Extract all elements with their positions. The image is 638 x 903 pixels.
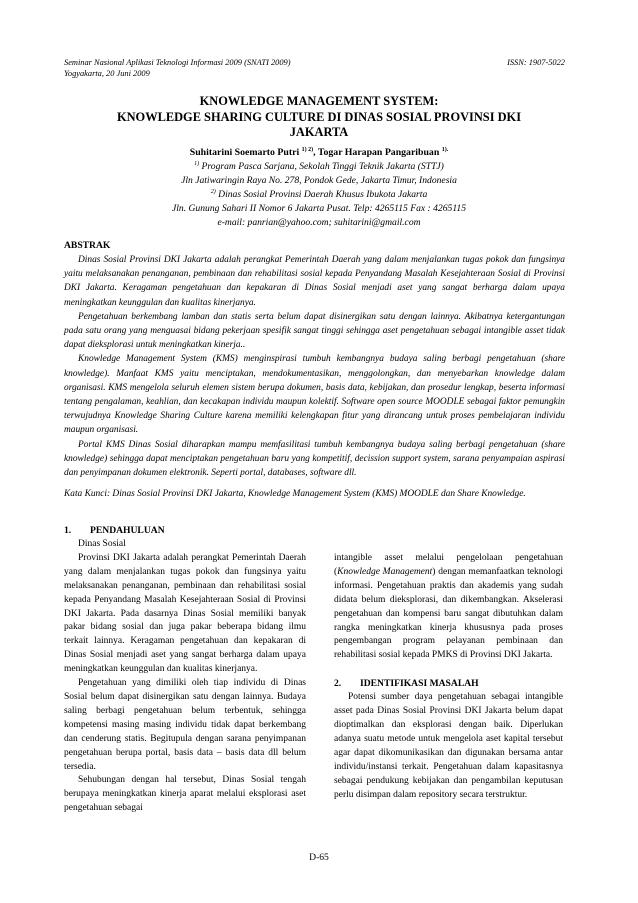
section-1-paragraph-3-continued <box>334 552 563 663</box>
section-1-subheading: Dinas Sosial <box>78 539 126 549</box>
title-line-3: JAKARTA <box>289 125 349 139</box>
author-2: Togar Harapan Pangaribuan <box>317 147 440 158</box>
section-2-heading <box>334 677 563 691</box>
abstract-heading: ABSTRAK <box>64 240 111 251</box>
abstract-paragraph-3: Knowledge Management System (KMS) menginspirasi tumbuh kembangnya budaya saling berbagi pengetahuan (share knowledge). Manfaat KMS yaitu menciptakan, mendokumentasikan, menggolongkan, dan menyebarkan knowledge dalam organisasi. KMS mengelola seluruh elemen sistem berupa dokumen, basis data, kebijakan, dan prosedur lengkap, beserta informasi tentang pengalaman, keahlian, dan kecakapan individu maupun kolektif. Software open source MOODLE sebagai faktor pemungkin terwujudnya Knowledge Sharing Culture karena memiliki kelengkapan fitur yang dirancang untuk proses pembelajaran individu maupun organisasi. <box>64 354 565 436</box>
abstract-paragraph-1: Dinas Sosial Provinsi DKI Jakarta adalah perangkat Pemerintah Daerah yang dalam menjalankan tugas pokok dan fungsinya yaitu melaksanakan penanganan, pembinaan dan rehabilitasi sosial kepada Penyandang Masalah Kesejahteraan Sosial di Provinsi DKI Jakarta. Keragaman pengetahuan dan kepakaran di Dinas Sosial menjadi aset yang sangat berharga dalam upaya meningkatkan keunggulan dan kualitas kinerjanya. <box>64 255 565 308</box>
keywords: Kata Kunci: Dinas Sosial Provinsi DKI Jakarta, Knowledge Management System (KMS) MOODLE dan Share Knowledge. <box>64 489 526 499</box>
author-1-affiliation-marks: 1) 2) <box>301 147 314 153</box>
section-2-paragraph-1: Potensi sumber daya pengetahuan sebagai intangible asset pada Dinas Sosial Provinsi DKI Jakarta belum dapat dioptimalkan dan eksplorasi dengan baik. Diperlukan adanya suatu metode untuk mengelola aset kapital tersebut agar dapat dikomunikasikan dan digunakan bersama antar individu/instansi terkait. Pengetahuan dalam kapasitasnya sebagai pendukung kebijakan dan pengambilan keputusan perlu disimpan dalam repository secara terstruktur. <box>334 692 563 800</box>
section-2-title: IDENTIFIKASI MASALAH <box>360 678 479 690</box>
affiliation-1-address: Jln Jatiwaringin Raya No. 278, Pondok Gede, Jakarta Timur, Indonesia <box>181 175 457 186</box>
section-1-title: PENDAHULUAN <box>90 525 165 536</box>
author-names <box>60 146 578 160</box>
page-number: D-65 <box>309 852 329 863</box>
author-1: Suhitarini Soemarto Putri <box>189 147 300 158</box>
issn: ISSN: 1907-5022 <box>507 58 565 67</box>
author-separator: , <box>313 147 318 158</box>
section-1-heading <box>64 524 306 538</box>
affiliation-1-name: Program Pasca Sarjana, Sekolah Tinggi Teknik Jakarta (STTJ) <box>199 161 444 172</box>
abstract <box>64 239 565 480</box>
title-line-1: KNOWLEDGE MANAGEMENT SYSTEM: <box>199 94 439 108</box>
affiliation-2-name: Dinas Sosial Provinsi Daerah Khusus Ibukota Jakarta <box>215 189 428 200</box>
section-1-number: 1. <box>64 525 72 536</box>
running-header-left <box>64 57 291 79</box>
section-1-paragraph-1: Provinsi DKI Jakarta adalah perangkat Pemerintah Daerah yang dalam menjalankan tugas pokok dan fungsinya yaitu melaksanakan penanganan, pembinaan dan rehabilitasi sosial kepada Penyandang Masalah Kesejahteraan Sosial di Provinsi DKI Jakarta. Pada dasarnya Dinas Sosial memiliki banyak pakar bidang sosial dan juga pakar beberapa bidang ilmu terkait lainnya. Keragaman pengetahuan dan kepakaran di Dinas Sosial menjadi aset yang sangat berharga dalam upaya meningkatkan keunggulan dan kualitas kinerjanya. <box>64 552 306 675</box>
conference-name: Seminar Nasional Aplikasi Teknologi Informasi 2009 (SNATI 2009) <box>64 58 291 67</box>
column-right <box>334 552 563 803</box>
abstract-paragraph-4: Portal KMS Dinas Sosial diharapkan mampu memfasilitasi tumbuh kembangnya budaya saling berbagi pengetahuan (share knowledge) sehingga dapat menciptakan pengetahuan baru yang kompetitif, decission support system, sarana penyampaian aspirasi dan penyimpanan dokumen elektronik. Seperti portal, databases, software dll. <box>64 439 565 479</box>
author-2-affiliation-marks: 1). <box>441 147 449 153</box>
author-email: e-mail: panrian@yahoo.com; suhitarini@gmail.com <box>217 217 421 228</box>
section-2-number: 2. <box>334 678 342 690</box>
affiliation-1-mark: 1) <box>194 161 200 167</box>
affiliation-1 <box>60 160 578 174</box>
section-gap <box>334 663 563 677</box>
section-1-paragraph-3: Sehubungan dengan hal tersebut, Dinas Sosial tengah berupaya meningkatkan kinerja aparat melalui eksplorasi aset pengetahuan sebagai <box>64 775 306 814</box>
paper-title <box>60 94 578 141</box>
continued-text-a: intangible asset melalui pengelolaan pengetahuan ( <box>334 553 563 577</box>
section-1-paragraph-2: Pengetahuan yang dimiliki oleh tiap individu di Dinas Sosial belum dapat disinergikan satu dengan lainnya. Budaya saling berbagi pengetahuan belum terbentuk, sehingga kompetensi masing masing individu tidak dapat berkembang dan cenderung statis. Begitupula dengan sarana penyimpanan pengetahuan berupa portal, basis data – basis data dll belum tersedia. <box>64 678 306 772</box>
continued-text-emphasis: Knowledge Management <box>337 566 433 577</box>
abstract-paragraph-2: Pengetahuan berkembang lamban dan statis serta belum dapat disinergikan satu dengan lainnya. Akibatnya ketergantungan pada satu orang yang menguasai bidang pekerjaan spesifik sangat tinggi sehingga aset pengetahuan sebagai intangible asset tidak dapat dieksplorasi untuk meningkatkan kinerja.. <box>64 311 565 351</box>
continued-text-b: ) dengan memanfaatkan teknologi informasi. Pengetahuan praktis dan akademis yang sudah didata belum dieksplorasi, dan dikembangkan. Akselerasi pengetahuan dan kompensi baru sangat dibutuhkan dalam rangka meningkatkan kinerja khususnya pada proses pengembangan program pelayanan pembinaan dan rehabilitasi sosial kepada PMKS di Provinsi DKI Jakarta. <box>334 566 564 661</box>
affiliation-2-mark: 2) <box>210 189 216 195</box>
conference-place-date: Yogyakarta, 20 Juni 2009 <box>64 69 150 78</box>
title-line-2: KNOWLEDGE SHARING CULTURE DI DINAS SOSIAL PROVINSI DKI <box>116 109 522 124</box>
affiliation-2 <box>60 188 578 202</box>
affiliation-2-address: Jln. Gunung Sahari II Nomor 6 Jakarta Pusat. Telp: 4265115 Fax : 4265115 <box>171 203 466 214</box>
author-block <box>60 146 578 230</box>
column-left <box>64 524 306 816</box>
